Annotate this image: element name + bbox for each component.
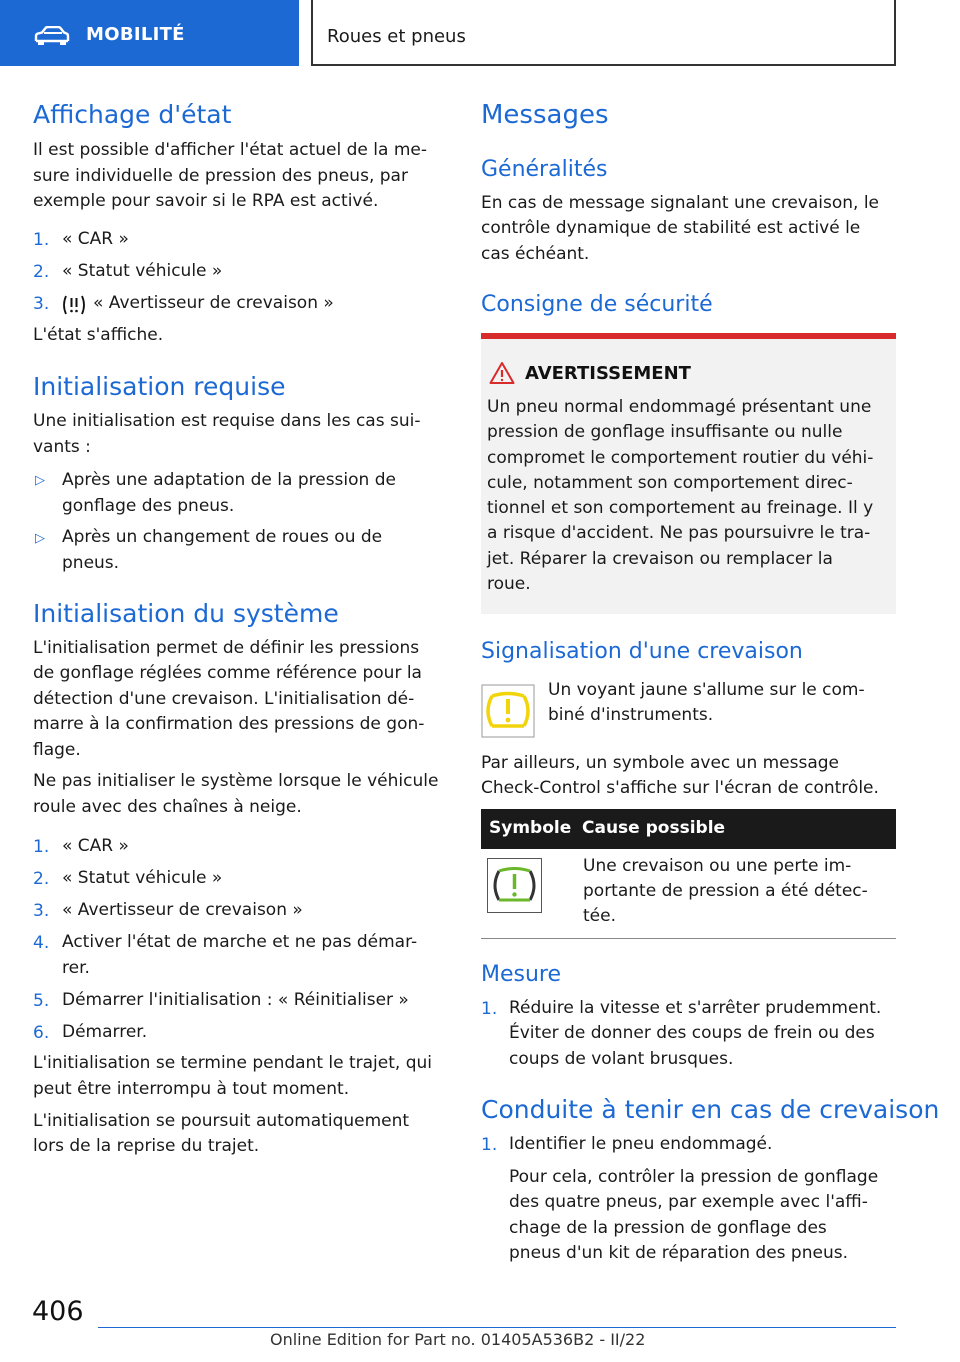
footer-divider [98, 1327, 896, 1328]
warning-text [487, 395, 890, 597]
warning-line: compromet le comportement routier du véhi- [487, 447, 874, 468]
step-text: « Avertisseur de crevaison » [93, 293, 334, 313]
generalites-line-1: En cas de message signalant une crevaison, le [481, 193, 880, 213]
table-cause-line-2: portante de pression a été détec- [583, 881, 868, 901]
warning-triangle-icon [489, 361, 515, 385]
signalisation-line-1: Par ailleurs, un symbole avec un message [481, 753, 840, 773]
init-systeme-p1-2: de gonflage réglées comme référence pour la [33, 663, 422, 683]
heading-init-requise: Initialisation requise [33, 372, 286, 401]
table-cause-line-3: tée. [583, 906, 616, 926]
init-systeme-p1-1: L'initialisation permet de définir les pressions [33, 638, 420, 658]
section-tab [0, 0, 299, 66]
warning-box [481, 333, 896, 614]
tpms-check-control-icon [487, 858, 542, 913]
table-cause-line-1: Une crevaison ou une perte im- [583, 856, 852, 876]
init-requise-intro-1: Une initialisation est requise dans les cas sui- [33, 411, 421, 431]
heading-affichage: Affichage d'état [33, 100, 232, 129]
warning-line: tionnel et son comportement au freinage. Il y [487, 498, 874, 519]
heading-consigne: Consigne de sécurité [481, 292, 713, 317]
step-number: 5. [33, 991, 50, 1011]
mesure-line-1: Réduire la vitesse et s'arrêter prudemment. [509, 998, 882, 1018]
warning-line: roue. [487, 574, 531, 595]
signalisation-icon-line-2: biné d'instruments. [548, 705, 714, 725]
footer-edition: Online Edition for Part no. 01405A536B2 - II/22 [270, 1330, 646, 1349]
col-symbol-header: Symbole [489, 818, 572, 838]
warning-title: AVERTISSEMENT [525, 363, 691, 384]
bullet-text: Après une adaptation de la pression de [62, 470, 396, 490]
init-systeme-p2-1: Ne pas initialiser le système lorsque le véhicule [33, 771, 439, 791]
step-text: « Avertisseur de crevaison » [62, 900, 303, 920]
affichage-intro-2: sure individuelle de pression des pneus, par [33, 166, 408, 186]
step-number: 4. [33, 933, 50, 953]
affichage-result: L'état s'affiche. [33, 325, 164, 345]
col-cause-header: Cause possible [582, 818, 726, 838]
init-systeme-p3-2: peut être interrompu à tout moment. [33, 1079, 350, 1099]
step-text: Activer l'état de marche et ne pas démar- [62, 932, 418, 952]
init-systeme-p1-3: détection d'une crevaison. L'initialisation dé- [33, 689, 415, 709]
conduite-sub-1: Pour cela, contrôler la pression de gonflage [509, 1167, 879, 1187]
step-number: 6. [33, 1023, 50, 1043]
init-systeme-p1-4: marre à la confirmation des pressions de gon- [33, 714, 425, 734]
car-icon [34, 26, 70, 46]
heading-signalisation: Signalisation d'une crevaison [481, 639, 803, 664]
table-header [481, 809, 896, 849]
step-text: Démarrer. [62, 1022, 148, 1042]
step-number: 3. [33, 901, 50, 921]
table-divider [481, 938, 896, 939]
init-systeme-p4-1: L'initialisation se poursuit automatiquement [33, 1111, 410, 1131]
step-number: 3. [33, 294, 50, 314]
step-number: 1. [33, 837, 50, 857]
heading-messages: Messages [481, 100, 609, 130]
heading-generalites: Généralités [481, 157, 608, 182]
step-text: « Statut véhicule » [62, 261, 223, 281]
init-systeme-p2-2: roule avec des chaînes à neige. [33, 797, 302, 817]
conduite-sub-4: pneus d'un kit de réparation des pneus. [509, 1243, 848, 1263]
init-systeme-p1-5: flage. [33, 740, 81, 760]
signalisation-icon-line-1: Un voyant jaune s'allume sur le com- [548, 680, 865, 700]
mesure-line-2: Éviter de donner des coups de frein ou des [509, 1023, 875, 1043]
init-systeme-p4-2: lors de la reprise du trajet. [33, 1136, 260, 1156]
init-systeme-p3-1: L'initialisation se termine pendant le trajet, qui [33, 1053, 432, 1073]
warning-line: a risque d'accident. Ne pas poursuivre le tra- [487, 523, 871, 544]
conduite-line-1: Identifier le pneu endommagé. [509, 1134, 773, 1154]
step-text: « CAR » [62, 836, 129, 856]
mesure-line-3: coups de volant brusques. [509, 1049, 734, 1069]
page-title: Roues et pneus [327, 26, 466, 47]
bullet-text: pneus. [62, 553, 120, 573]
bullet-text: Après un changement de roues ou de [62, 527, 383, 547]
step-number: 1. [481, 1135, 498, 1155]
generalites-line-2: contrôle dynamique de stabilité est activé le [481, 218, 861, 238]
affichage-intro-3: exemple pour savoir si le RPA est activé. [33, 191, 379, 211]
heading-init-systeme: Initialisation du système [33, 599, 339, 628]
tpms-yellow-indicator-icon [481, 684, 535, 738]
step-number: 1. [33, 230, 50, 250]
section-label: MOBILITÉ [86, 24, 185, 45]
affichage-intro-1: Il est possible d'afficher l'état actuel de la me- [33, 140, 427, 160]
conduite-sub-3: chage de la pression de gonflage des [509, 1218, 827, 1238]
step-text: Démarrer l'initialisation : « Réinitialiser » [62, 990, 409, 1010]
generalites-line-3: cas échéant. [481, 244, 590, 264]
init-requise-intro-2: vants : [33, 437, 91, 457]
page-title-box [311, 0, 896, 66]
bullet-text: gonflage des pneus. [62, 496, 235, 516]
step-text: « Statut véhicule » [62, 868, 223, 888]
step-number: 2. [33, 262, 50, 282]
warning-line: pression de gonflage insuffisante ou nulle [487, 422, 843, 443]
step-text: rer. [62, 958, 90, 978]
step-number: 1. [481, 999, 498, 1019]
bullet-arrow-icon: ▷ [35, 473, 45, 488]
tire-warning-icon [61, 294, 87, 316]
heading-mesure: Mesure [481, 962, 562, 987]
step-text: « CAR » [62, 229, 129, 249]
conduite-sub-2: des quatre pneus, par exemple avec l'affi- [509, 1192, 868, 1212]
warning-line: Un pneu normal endommagé présentant une [487, 397, 872, 417]
bullet-arrow-icon: ▷ [35, 531, 45, 546]
page-number: 406 [32, 1296, 84, 1327]
step-number: 2. [33, 869, 50, 889]
signalisation-line-2: Check-Control s'affiche sur l'écran de contrôle. [481, 778, 879, 798]
heading-conduite: Conduite à tenir en cas de crevaison [481, 1095, 940, 1124]
warning-line: jet. Réparer la crevaison ou remplacer la [487, 548, 833, 569]
warning-line: cule, notamment son comportement direc- [487, 472, 853, 493]
